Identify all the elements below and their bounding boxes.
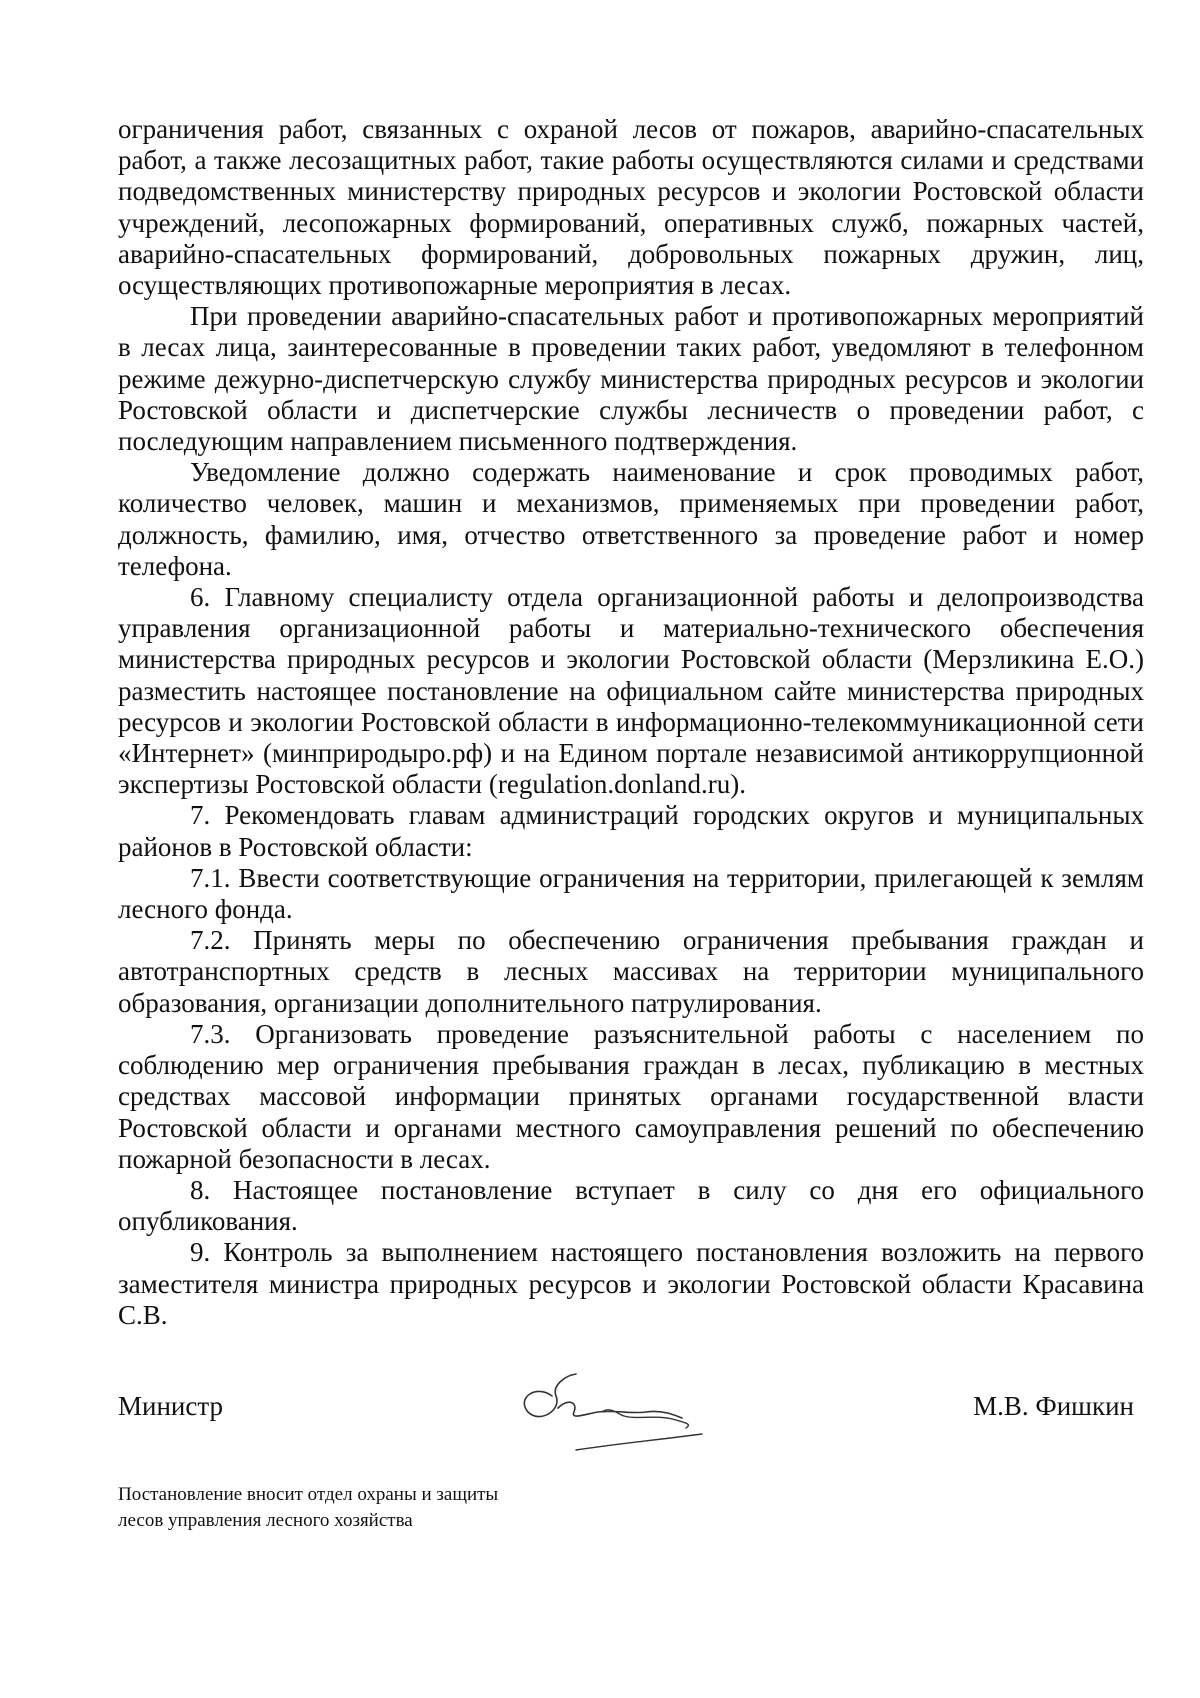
signatory-role: Министр: [118, 1391, 223, 1421]
paragraph-item-9: 9. Контроль за выполнением настоящего постановления возложить на первого заместителя министра природных ресурсов и экологии Ростовской области Красавина С.В.: [118, 1237, 1144, 1330]
paragraph-item-6: 6. Главному специалисту отдела организационной работы и делопроизводства управления организационной работы и материально-технического обеспечения министерства природных ресурсов и экологии Ростовской области (Мерзликина Е.О.) разместить настоящее постановление на официальном сайте министерства природных ресурсов и экологии Ростовской области в информационно-телекоммуникационной сети «Интернет» (минприродыро.рф) и на Едином портале независимой антикоррупционной экспертизы Ростовской области (regulation.donland.ru).: [118, 582, 1144, 800]
footer-note-line-1: Постановление вносит отдел охраны и защиты: [118, 1484, 499, 1505]
paragraph-notification: Уведомление должно содержать наименование и срок проводимых работ, количество человек, машин и механизмов, применяемых при проведении работ, должность, фамилию, имя, отчество ответственного за проведение работ и номер телефона.: [118, 457, 1144, 581]
paragraph-item-7-1: 7.1. Ввести соответствующие ограничения на территории, прилегающей к землям лесного фонда.: [118, 862, 1144, 925]
footer-note-line-2: лесов управления лесного хозяйства: [118, 1510, 413, 1531]
paragraph-item-8: 8. Настоящее постановление вступает в силу со дня его официального опубликования.: [118, 1174, 1144, 1237]
paragraph-item-7: 7. Рекомендовать главам администраций городских округов и муниципальных районов в Ростовской области:: [118, 800, 1144, 862]
paragraph-item-7-3: 7.3. Организовать проведение разъяснительной работы с населением по соблюдению мер ограничения пребывания граждан в лесах, публикацию в местных средствах массовой информации принятых органами государственной власти Ростовской области и органами местного самоуправления решений по обеспечению пожарной безопасности в лесах.: [118, 1018, 1144, 1174]
paragraph-emergency-works: При проведении аварийно-спасательных работ и противопожарных мероприятий в лесах лица, заинтересованные в проведении таких работ, уведомляют в телефонном режиме дежурно-диспетчерскую службу министерства природных ресурсов и экологии Ростовской области и диспетчерские службы лесничеств о проведении работ, с последующим направлением письменного подтверждения.: [118, 301, 1144, 457]
paragraph-item-7-2: 7.2. Принять меры по обеспечению ограничения пребывания граждан и автотранспортных средств в лесных массивах на территории муниципального образования, организации дополнительного патрулирования.: [118, 925, 1144, 1018]
footer-note: [118, 1482, 678, 1534]
signatory-name: М.В. Фишкин: [973, 1391, 1134, 1421]
paragraph-continuation: ограничения работ, связанных с охраной лесов от пожаров, аварийно-спасательных работ, а также лесозащитных работ, такие работы осуществляются силами и средствами подведомственных министерству природных ресурсов и экологии Ростовской области учреждений, лесопожарных формирований, оперативных служб, пожарных частей, аварийно-спасательных формирований, добровольных пожарных дружин, лиц, осуществляющих противопожарные мероприятия в лесах.: [118, 114, 1144, 301]
document-body: [118, 114, 1144, 1331]
handwritten-signature: [506, 1354, 726, 1464]
